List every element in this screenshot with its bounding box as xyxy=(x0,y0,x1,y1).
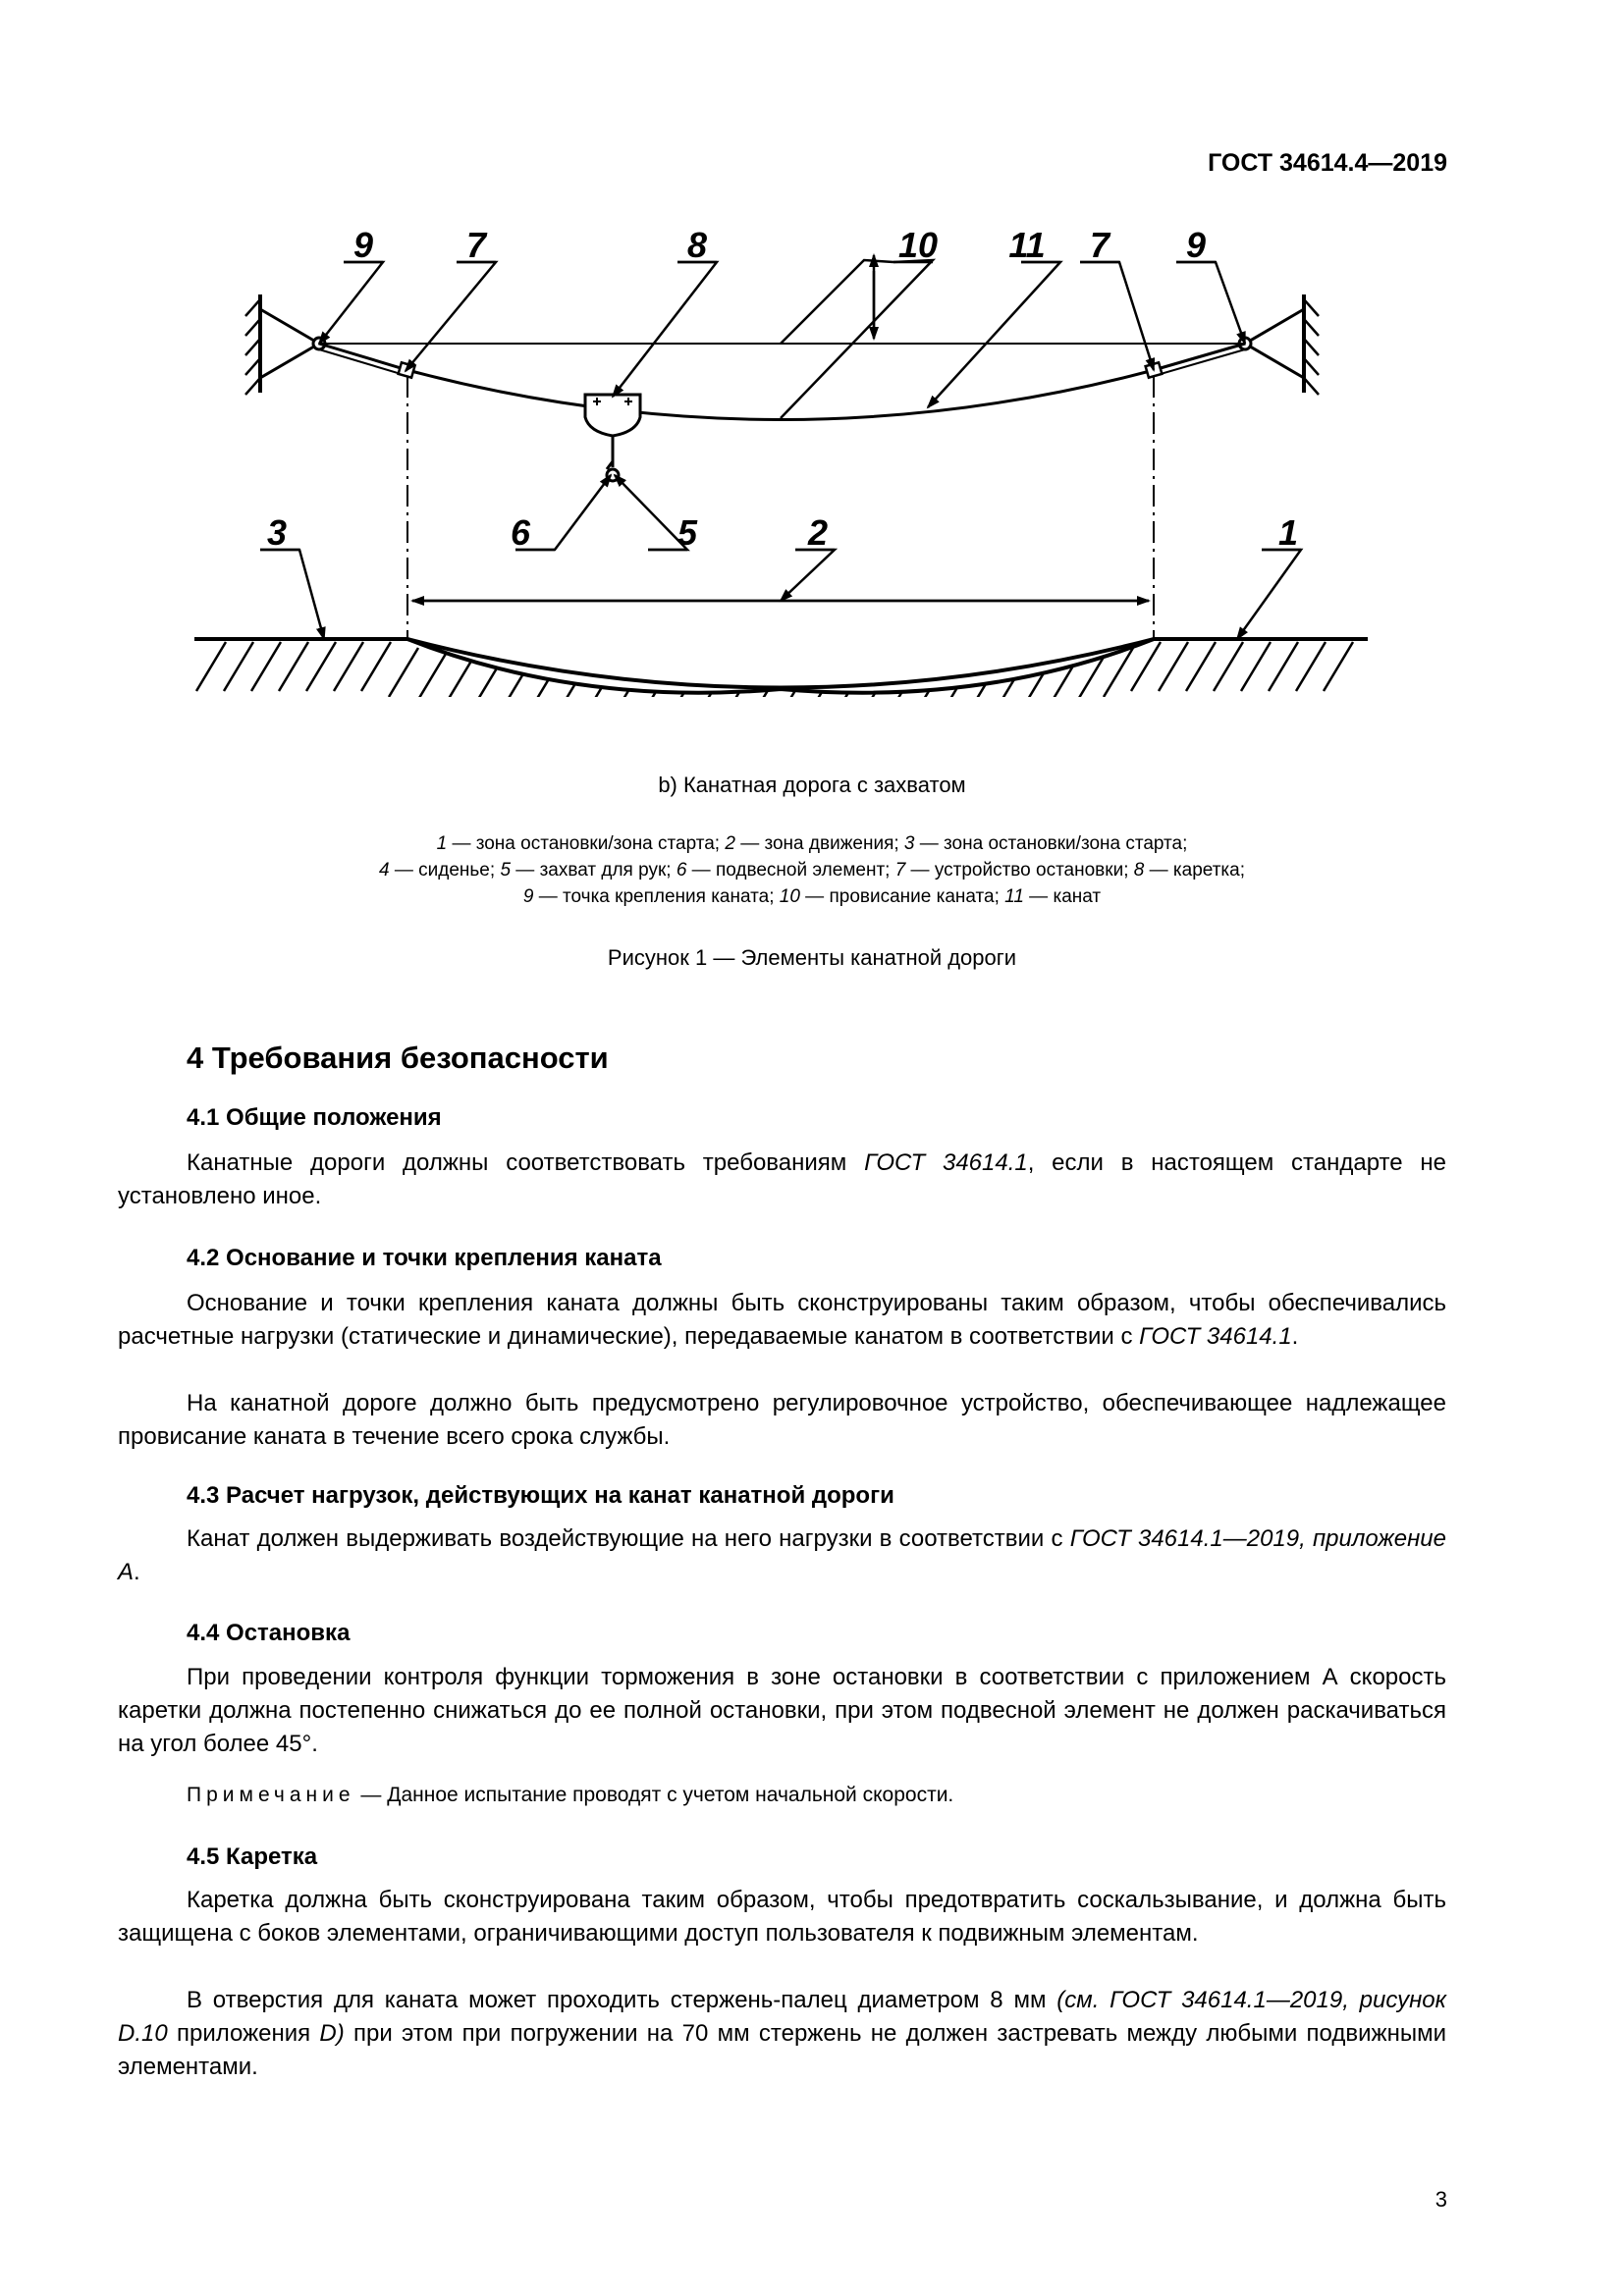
label-10: 10 xyxy=(897,225,939,265)
figure-subcaption: b) Канатная дорога с захватом xyxy=(658,773,966,797)
paragraph-4-2-1: Основание и точки крепления каната должны быть сконструированы таким образом, чтобы обеспечивались расчетные нагрузки (статические и динамические), передаваемые канатом в соответствии с ГОСТ 34614.1. xyxy=(118,1290,1446,1350)
subsection-4-4-title: 4.4 Остановка xyxy=(187,1620,351,1646)
left-anchor xyxy=(245,294,325,395)
label-5: 5 xyxy=(677,512,698,553)
paragraph-4-3: Канат должен выдерживать воздействующие на него нагрузки в соответствии с ГОСТ 34614.1—2019, приложение А. xyxy=(118,1525,1446,1585)
cable xyxy=(319,344,1245,420)
subsection-4-1-title: 4.1 Общие положения xyxy=(187,1104,442,1131)
note: Примечание — Данное испытание проводят с учетом начальной скорости. xyxy=(187,1784,954,1806)
paragraph-4-4: При проведении контроля функции торможения в зоне остановки в соответствии с приложением А скорость каретки должна постепенно снижаться до ее полной остановки, при этом подвесной элемент не должен раскачиваться на угол более 45°. xyxy=(118,1664,1446,1757)
page-number: 3 xyxy=(1435,2187,1447,2212)
legend-line-1: 1 — зона остановки/зона старта; 2 — зона движения; 3 — зона остановки/зона старта; xyxy=(436,833,1188,854)
subsection-4-2-title: 4.2 Основание и точки крепления каната xyxy=(187,1245,662,1271)
label-11: 11 xyxy=(1008,225,1046,265)
carriage xyxy=(585,395,640,481)
label-9-left: 9 xyxy=(352,225,374,265)
paragraph-4-1: Канатные дороги должны соответствовать требованиям ГОСТ 34614.1, если в настоящем стандарте не установлено иное. xyxy=(118,1149,1446,1209)
label-7-left: 7 xyxy=(465,225,487,265)
label-7-right: 7 xyxy=(1089,225,1110,265)
figure-legend xyxy=(0,830,1624,910)
label-2: 2 xyxy=(807,512,829,553)
label-9-right: 9 xyxy=(1185,225,1207,265)
label-3: 3 xyxy=(266,512,288,553)
figure-caption: Рисунок 1 — Элементы канатной дороги xyxy=(607,945,1017,970)
paragraph-4-2-2: На канатной дороге должно быть предусмотрено регулировочное устройство, обеспечивающее надлежащее провисание каната в течение всего срока службы. xyxy=(118,1390,1446,1450)
section-title: 4 Требования безопасности xyxy=(187,1041,609,1075)
label-8: 8 xyxy=(686,225,708,265)
legend-line-2: 4 — сиденье; 5 — захват для рук; 6 — подвесной элемент; 7 — устройство остановки; 8 — каретка; xyxy=(379,860,1245,881)
subsection-4-5-title: 4.5 Каретка xyxy=(187,1843,318,1870)
ground-line xyxy=(194,639,1368,693)
document-code: ГОСТ 34614.4—2019 xyxy=(1208,149,1447,177)
legend-line-3: 9 — точка крепления каната; 10 — провисание каната; 11 — канат xyxy=(522,886,1102,907)
right-anchor xyxy=(1239,294,1319,395)
label-1: 1 xyxy=(1277,512,1299,553)
paragraph-4-5-2: В отверстия для каната может проходить стержень-палец диаметром 8 мм (см. ГОСТ 34614.1—2019, рисунок D.10 приложения D) при этом при погружении на 70 мм стержень не должен застревать между любыми подвижными элементами. xyxy=(118,1987,1446,2080)
subsection-4-3-title: 4.3 Расчет нагрузок, действующих на канат канатной дороги xyxy=(187,1482,894,1509)
paragraph-4-5-1: Каретка должна быть сконструирована таким образом, чтобы предотвратить соскальзывание, и должна быть защищена с боков элементами, ограничивающими доступ пользователя к подвижным элементам. xyxy=(118,1887,1446,1947)
label-6: 6 xyxy=(510,512,531,553)
cableway-diagram xyxy=(0,0,1624,726)
